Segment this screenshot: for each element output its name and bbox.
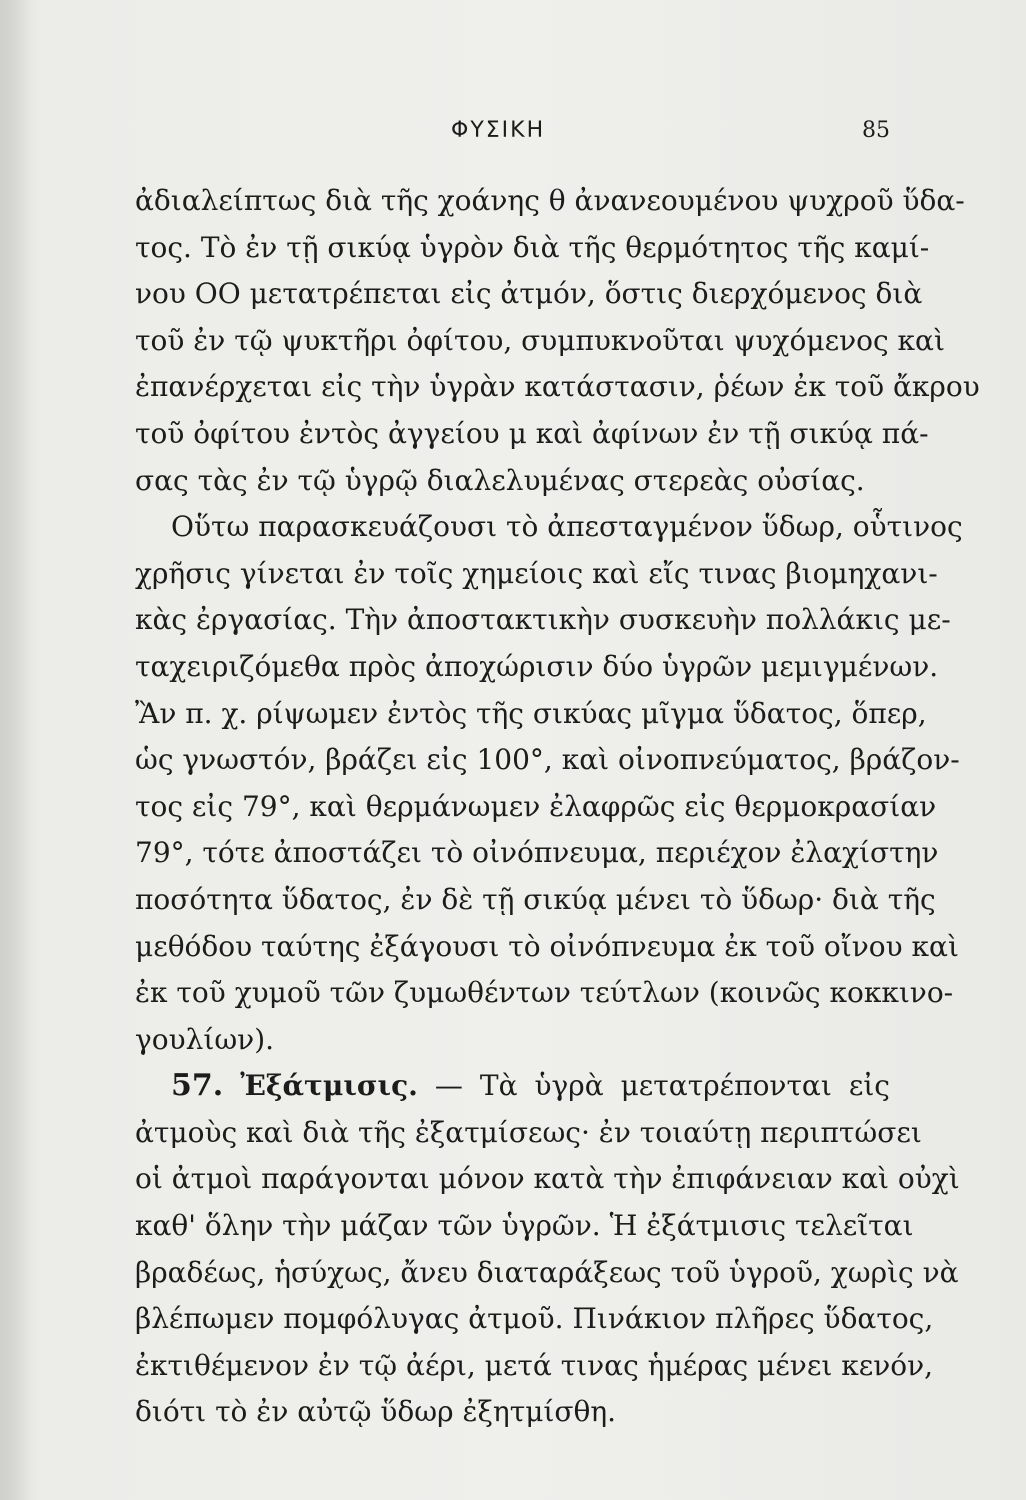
text-line: ἀδιαλείπτως διὰ τῆς χοάνης θ ἀνανεουμένου ψυχροῦ ὕδα-	[135, 184, 965, 217]
text-line: βλέπωμεν πομφόλυγας ἀτμοῦ. Πινάκιον πλῆρες ὕδατος,	[135, 1302, 934, 1336]
text-line: ὡς γνωστόν, βράζει εἰς 100°, καὶ οἰνοπνεύματος, βράζον-	[135, 743, 960, 777]
text-line: καθ' ὅλην τὴν μάζαν τῶν ὑγρῶν. Ἡ ἐξάτμισις τελεῖται	[135, 1209, 914, 1243]
section-lead-text: — Τὰ ὑγρὰ μετατρέπονται εἰς	[434, 1069, 890, 1103]
text-line: βραδέως, ἡσύχως, ἄνευ διαταράξεως τοῦ ὑγροῦ, χωρὶς νὰ	[135, 1255, 959, 1289]
text-line: ἐκτιθέμενον ἐν τῷ ἀέρι, μετά τινας ἡμέρας μένει κενόν,	[135, 1348, 934, 1382]
text-line: ἐπανέρχεται εἰς τὴν ὑγρὰν κατάστασιν, ῥέων ἐκ τοῦ ἄκρου	[135, 370, 980, 404]
page-gutter-shadow	[0, 0, 30, 1500]
text-line: τος εἰς 79°, καὶ θερμάνωμεν ἐλαφρῶς εἰς θερμοκρασίαν	[135, 789, 937, 823]
text-line: τοῦ ὀφίτου ἐντὸς ἀγγείου μ καὶ ἀφίνων ἐν τῇ σικύᾳ πά-	[135, 416, 929, 450]
text-line: νου ΟΟ μετατρέπεται εἰς ἀτμόν, ὅστις διερχόμενος διὰ	[135, 277, 923, 311]
page-body	[135, 178, 980, 1436]
page-header	[135, 118, 890, 154]
text-line: οἱ ἀτμοὶ παράγονται μόνον κατὰ τὴν ἐπιφάνειαν καὶ οὐχὶ	[135, 1162, 960, 1196]
text-line: Οὕτω παρασκευάζουσι τὸ ἀπεσταγμένον ὕδωρ, οὗτινος	[171, 510, 963, 544]
text-line: ποσότητα ὕδατος, ἐν δὲ τῇ σικύᾳ μένει τὸ ὕδωρ· διὰ τῆς	[135, 882, 936, 916]
text-line: ἀτμοὺς καὶ διὰ τῆς ἐξατμίσεως· ἐν τοιαύτῃ περιπτώσει	[135, 1115, 922, 1149]
text-line: σας τὰς ἐν τῷ ὑγρῷ διαλελυμένας στερεὰς οὐσίας.	[135, 463, 865, 497]
page-number: 85	[862, 118, 890, 143]
section-title: Ἐξάτμισις.	[240, 1069, 418, 1103]
section-heading-line	[135, 1063, 890, 1110]
text-line: χρῆσις γίνεται ἐν τοῖς χημείοις καὶ εἴς τινας βιομηχανι-	[135, 556, 938, 590]
text-line: ἐκ τοῦ χυμοῦ τῶν ζυμωθέντων τεύτλων (κοινῶς κοκκινο-	[135, 976, 954, 1010]
text-line: κὰς ἐργασίας. Τὴν ἀποστακτικὴν συσκευὴν πολλάκις με-	[135, 603, 951, 637]
text-line: 79°, τότε ἀποστάζει τὸ οἰνόπνευμα, περιέχον ἐλαχίστην	[135, 836, 939, 870]
text-line: ταχειριζόμεθα πρὸς ἀποχώρισιν δύο ὑγρῶν μεμιγμένων.	[135, 649, 939, 683]
text-line: τος. Τὸ ἐν τῇ σικύᾳ ὑγρὸν διὰ τῆς θερμότητος τῆς καμί-	[135, 230, 930, 264]
text-line: μεθόδου ταύτης ἐξάγουσι τὸ οἰνόπνευμα ἐκ τοῦ οἴνου καὶ	[135, 929, 959, 963]
text-line: γουλίων).	[135, 1022, 275, 1056]
running-title: ΦΥΣΙΚΗ	[451, 118, 546, 143]
section-number: 57.	[171, 1068, 224, 1104]
text-line: τοῦ ἐν τῷ ψυκτῆρι ὀφίτου, συμπυκνοῦται ψυχόμενος καὶ	[135, 323, 945, 357]
text-line: διότι τὸ ἐν αὐτῷ ὕδωρ ἐξητμίσθη.	[135, 1395, 617, 1429]
text-line: Ἂν π. χ. ρίψωμεν ἐντὸς τῆς σικύας μῖγμα ὕδατος, ὅπερ,	[135, 696, 927, 730]
